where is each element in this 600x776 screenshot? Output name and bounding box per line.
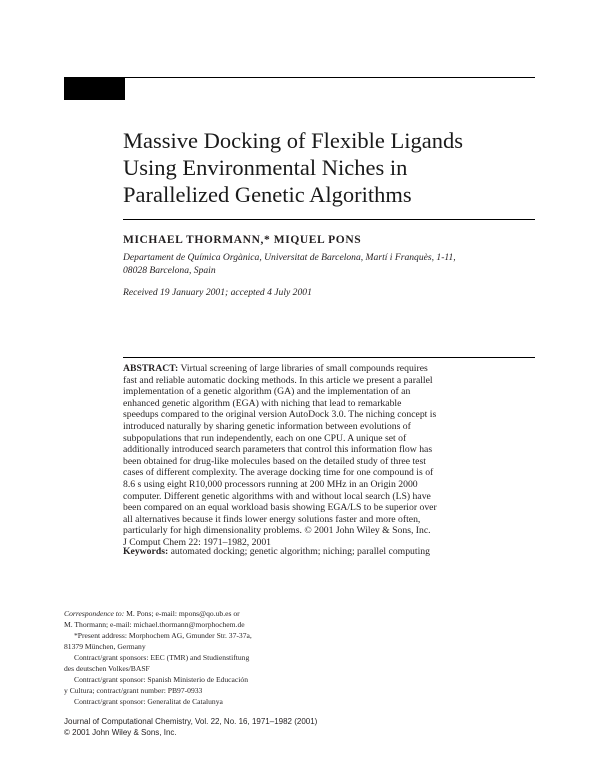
journal-citation: Journal of Computational Chemistry, Vol. 22, No. 16, 1971–1982 (2001) bbox=[64, 717, 318, 726]
keywords-text: automated docking; genetic algorithm; niching; parallel computing bbox=[168, 546, 430, 557]
header-black-bar bbox=[64, 77, 125, 100]
abstract-line: additionally introduced search parameters that control this information flow has bbox=[123, 444, 433, 456]
abstract-line: particularly for high dimensionality problems. © 2001 John Wiley & Sons, Inc. bbox=[123, 525, 431, 537]
abstract-line: J Comput Chem 22: 1971–1982, 2001 bbox=[123, 536, 272, 548]
abstract-line: been compared on an equal workload basis showing EGA/LS to be superior over bbox=[123, 502, 437, 514]
footnote-line: Contract/grant sponsor: Generalitat de Catalunya bbox=[74, 697, 223, 706]
abstract-line: 8.6 s using eight R10,000 processors running at 200 MHz in an Origin 2000 bbox=[123, 478, 418, 490]
abstract-line: fast and reliable automatic docking methods. In this article we present a parallel bbox=[123, 374, 433, 386]
authors: MICHAEL THORMANN,* MIQUEL PONS bbox=[123, 234, 362, 246]
footnote-line: Contract/grant sponsors: EEC (TMR) and Studienstiftung bbox=[74, 653, 250, 662]
footnote-line: des deutschen Volkes/BASF bbox=[64, 664, 150, 673]
abstract-line: been obtained for drug-like molecules based on the detailed study of three test bbox=[123, 455, 426, 467]
footnote-correspondence-label: Correspondence to: bbox=[64, 609, 125, 618]
journal-copyright: © 2001 John Wiley & Sons, Inc. bbox=[64, 728, 177, 737]
title-line: Using Environmental Niches in bbox=[123, 155, 408, 180]
footnote-line: Contract/grant sponsor: Spanish Ministerio de Educación bbox=[74, 675, 248, 684]
top-rule bbox=[64, 77, 535, 78]
abstract-line: all alternatives because it finds lower energy solutions faster and more often, bbox=[123, 513, 421, 525]
article-title bbox=[123, 127, 543, 208]
footnote-line: Correspondence to: M. Pons; e-mail: mpons@qo.ub.es or bbox=[64, 609, 240, 618]
affiliation bbox=[123, 251, 523, 277]
abstract-label: ABSTRACT: bbox=[123, 363, 179, 374]
abstract-line: subpopulations that run independently, each on one CPU. A unique set of bbox=[123, 432, 407, 444]
abstract bbox=[123, 363, 543, 549]
keywords bbox=[123, 546, 430, 557]
affiliation-line: 08028 Barcelona, Spain bbox=[123, 265, 216, 276]
abstract-line: introduced naturally by sharing genetic information between evolutions of bbox=[123, 420, 411, 432]
abstract-rule bbox=[123, 357, 535, 358]
abstract-line: cases of different complexity. The average docking time for one compound is of bbox=[123, 467, 434, 479]
footnote-line: *Present address: Morphochem AG, Gmunder Str. 37-37a, bbox=[74, 631, 252, 640]
title-line: Massive Docking of Flexible Ligands bbox=[123, 128, 463, 153]
abstract-first-line bbox=[123, 363, 543, 375]
abstract-line: enhanced genetic algorithm (EGA) with niching that lead to remarkable bbox=[123, 397, 402, 409]
abstract-text: Virtual screening of large libraries of small compounds requires bbox=[178, 363, 428, 374]
footnote-line: y Cultura; contract/grant number: PB97-0933 bbox=[64, 686, 203, 695]
title-line: Parallelized Genetic Algorithms bbox=[123, 182, 412, 207]
title-rule bbox=[123, 219, 535, 220]
received-dates: Received 19 January 2001; accepted 4 July 2001 bbox=[123, 287, 312, 298]
footnote-line: M. Thormann; e-mail: michael.thormann@morphochem.de bbox=[64, 620, 245, 629]
affiliation-line: Departament de Química Orgànica, Universitat de Barcelona, Martí i Franquès, 1-11, bbox=[123, 252, 456, 263]
footnote-line: 81379 München, Germany bbox=[64, 642, 146, 651]
abstract-line: implementation of a genetic algorithm (GA) and the implementation of an bbox=[123, 386, 411, 398]
journal-info bbox=[64, 716, 317, 738]
keywords-label: Keywords: bbox=[123, 546, 169, 557]
abstract-line: computer. Different genetic algorithms with and without local search (LS) have bbox=[123, 490, 431, 502]
footnotes bbox=[64, 608, 296, 707]
abstract-line: speedups compared to the original version AutoDock 3.0. The niching concept is bbox=[123, 409, 437, 421]
